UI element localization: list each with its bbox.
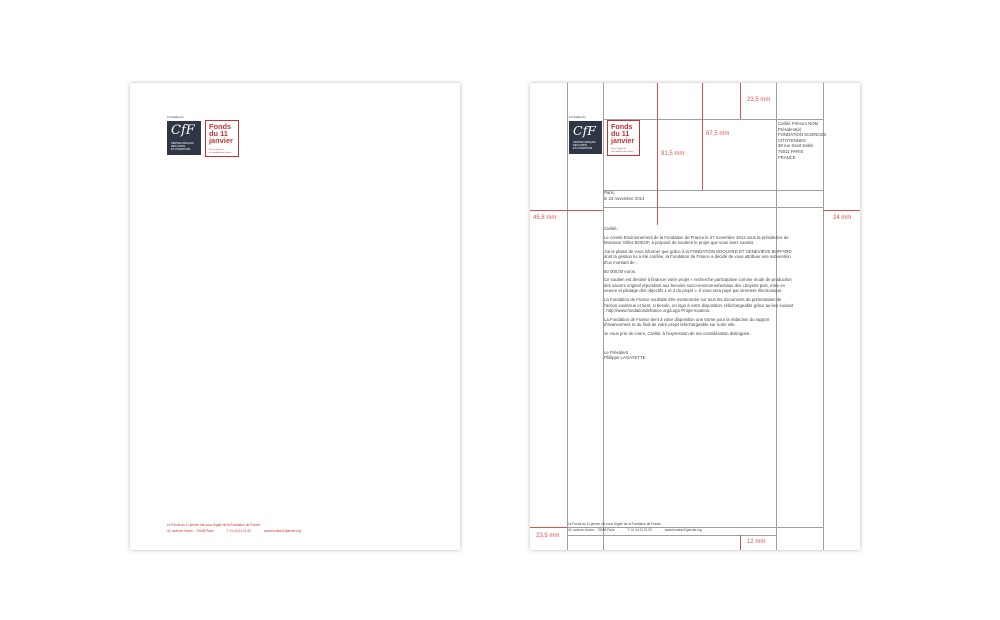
fonds-title: Fonds du 11 janvier [209,122,233,146]
fonds-subtitle: Sous l'égide de la Fondation de France [209,149,232,154]
dim-top-line [740,83,741,119]
dim-bottom-line [740,535,741,550]
paragraph: La Fondation de France souhaite être mentionnée sur tous les documents de présentation de l'action soutenue et tient, si besoin, un logo à votre disposition, téléchargeable grâce au lien suivant : http://www.fondationdefrance.org/Logo-Projet-soutenu. [604,296,794,314]
paragraph: Ce soutien est destiné à financer votre projet « recherche participative comme mode de production des savoirs original répondant aux besoins socio-environnementaux des citoyens puis, mise en oeuvre et pilotage des objectifs 1 et 2 du projet ». Il vous sera payé par virement électronique. [604,277,792,294]
paragraph: J'ai le plaisir de vous informer que grâce à la FONDATION ÉDOUARD ET GENEVIÈVE BUFFARD dont la gestion lui a été confiée, la Fondation de France a décidé de vous attribuer une subvention d'un montant de : [604,248,792,265]
footer-mention: Le Fonds du 11 janvier est sous l'égide de la Fondation de France [568,522,662,526]
letter-date [604,190,644,201]
guide-left-margin [567,83,568,550]
recipient-address: Civilité Prénom NOM Président(e) FONDATION SCIENCES CITOYENNES 38 rue Saint Sabin 75011 PARIS FRANCE [778,121,827,160]
guide-body-start [603,207,823,208]
dim-left-margin-label: 45,8 mm [533,215,557,221]
letter-layout-sheet [530,83,860,550]
cff-logo [167,121,201,155]
dim-top-label: 23,5 mm [747,97,771,103]
date-value: le 23 novembre 2014 [604,195,645,201]
footer-contact [167,529,313,533]
cff-text: CENTRE FRANÇAIS DES FONDS ET FONDATIONS [573,141,596,150]
letter-body [604,226,794,361]
cff-logo [569,121,602,154]
initiative-label: À l'initiative du [569,116,586,119]
dim-bottom-left-line [530,527,567,528]
dim-left-margin-line [530,210,603,211]
footer-address: 40, avenue Hoche – 75008 Paris [167,529,214,533]
dim-bottom-left-label: 23,5 mm [536,533,560,539]
paragraph: La Fondation de France tient à votre disposition une trame pour la rédaction du rapport d'avancement et du final de votre projet téléchargeable sur notre site. [604,316,770,328]
signature-name: Philippe LAGAYETTE [604,355,646,361]
dim-right-margin-label: 24 mm [833,215,852,221]
signature-role: Le Président [604,349,629,355]
dim-logo-label: 67,5 mm [706,131,730,137]
date-city: Paris, [604,190,615,195]
paragraph: Je vous prie de croire, Civilité, à l'expression de ma considération distinguée. [604,330,751,336]
fonds-logo [607,120,640,156]
cff-mark: CfF [573,123,596,138]
paragraph: 50 000,00 euros. [604,268,637,274]
paragraph: Le comité Environnement de la Fondation de France le 27 novembre 2013 sous la présidence de Monsieur Gilles BOEUF, a proposé de soutenir le projet que vous avez soumis. [604,234,789,246]
footer-web: www.fondsdu11janvier.org [664,528,702,532]
cff-mark: CfF [171,123,195,138]
dim-address-line [657,83,658,225]
dim-bottom-label: 12 mm [747,539,766,545]
footer-phone: T. 01 44 21 31 00 [627,528,652,532]
footer-mention: Le Fonds du 11 janvier est sous l'égide de la Fondation de France [167,523,261,527]
fonds-title: Fonds du 11 janvier [611,122,635,145]
footer-contact [568,528,714,532]
cff-text: CENTRE FRANÇAIS DES FONDS ET FONDATIONS [171,142,194,151]
guide-footer-bottom [567,535,776,536]
dim-address-label: 91,5 mm [661,151,685,157]
footer-web: www.fondsdu11janvier.org [263,529,301,533]
footer-phone: T. 01 44 21 31 00 [226,529,251,533]
footer-address: 40, avenue Hoche – 75008 Paris [568,528,615,532]
fonds-subtitle: Sous l'égide de la Fondation de France [611,148,634,153]
dim-right-margin-line [823,210,860,211]
fonds-logo [205,120,239,157]
initiative-label: À l'initiative du [167,116,184,119]
letterhead-blank-sheet [130,83,460,550]
dim-logo-line [702,83,703,190]
salutation: Civilité, [604,226,618,231]
